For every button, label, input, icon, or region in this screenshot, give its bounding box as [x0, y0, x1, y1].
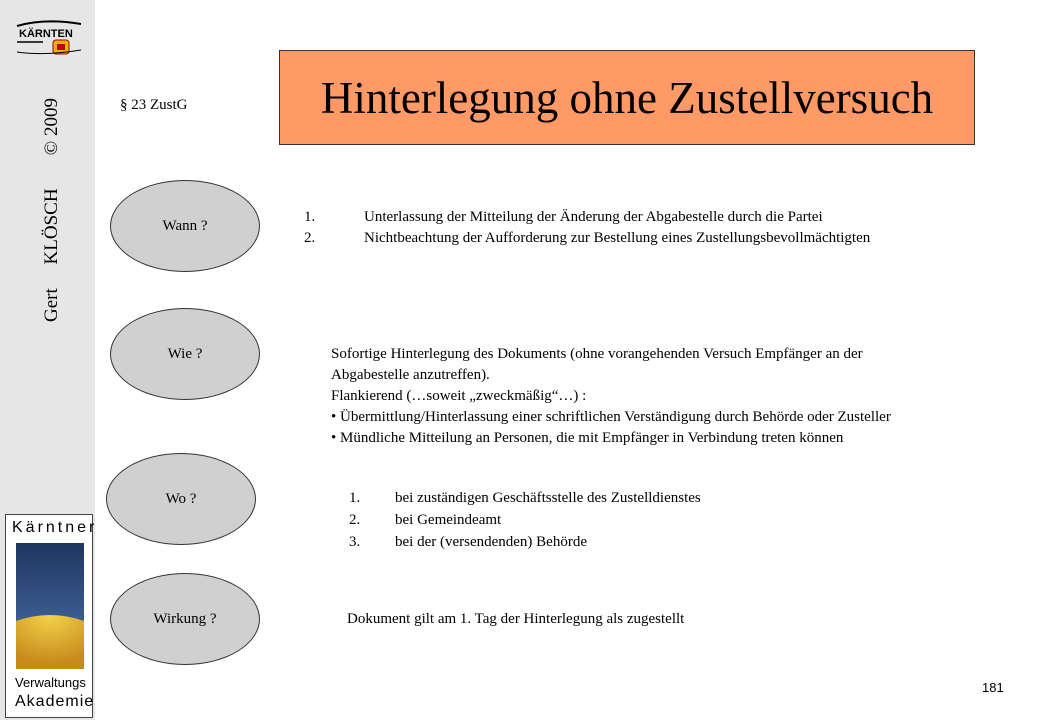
wie-line2: Abgabestelle anzutreffen). [331, 367, 490, 383]
wann-ellipse: Wann ? [110, 180, 260, 272]
wie-line3: Flankierend (…soweit „zweckmäßig“…) : [331, 388, 587, 404]
wie-text [331, 344, 891, 449]
wo-list [349, 487, 701, 553]
paragraph-reference: § 23 ZustG [120, 97, 188, 113]
list-item-number: 1. [349, 490, 361, 506]
akademie-top-text: Kärntner [12, 519, 98, 536]
author-last: KLÖSCH [41, 188, 62, 265]
list-item-number: 3. [349, 534, 361, 550]
wie-bullet: • Übermittlung/Hinterlassung einer schriftlichen Verständigung durch Behörde oder Zusteller [331, 409, 891, 425]
slide-title: Hinterlegung ohne Zustellversuch [279, 50, 975, 145]
author-first: Gert [41, 288, 62, 322]
list-item-number: 2. [304, 230, 316, 246]
list-item [349, 531, 701, 553]
list-item-text: bei Gemeindeamt [395, 512, 502, 528]
list-item [304, 207, 870, 228]
author-vertical [41, 98, 63, 322]
list-item [349, 487, 701, 509]
wo-ellipse: Wo ? [106, 453, 256, 545]
wann-list [304, 207, 870, 249]
list-item-number: 2. [349, 512, 361, 528]
list-item-text: bei der (versendenden) Behörde [395, 534, 587, 550]
wirkung-text: Dokument gilt am 1. Tag der Hinterlegung als zugestellt [347, 611, 685, 627]
list-item [349, 509, 701, 531]
wirkung-ellipse: Wirkung ? [110, 573, 260, 665]
kaernten-logo [15, 20, 83, 56]
akademie-image [16, 543, 84, 669]
sidebar [0, 0, 98, 720]
akademie-line1: Verwaltungs [15, 675, 86, 690]
list-item-number: 1. [304, 209, 316, 225]
wie-bullet: • Mündliche Mitteilung an Personen, die mit Empfänger in Verbindung treten können [331, 430, 844, 446]
page-number: 181 [982, 680, 1004, 695]
list-item-text: Nichtbeachtung der Aufforderung zur Bestellung eines Zustellungsbevollmächtigten [364, 230, 871, 246]
list-item-text: bei zuständigen Geschäftsstelle des Zustelldienstes [395, 490, 701, 506]
list-item-text: Unterlassung der Mitteilung der Änderung der Abgabestelle durch die Partei [364, 209, 823, 225]
list-item [304, 228, 870, 249]
copyright: © 2009 [41, 98, 62, 156]
wie-line1: Sofortige Hinterlegung des Dokuments (ohne vorangehenden Versuch Empfänger an der [331, 346, 863, 362]
logo-text: KÄRNTEN [19, 28, 73, 40]
wie-ellipse: Wie ? [110, 308, 260, 400]
akademie-line2: Akademie [15, 693, 95, 710]
akademie-logo [5, 514, 98, 718]
